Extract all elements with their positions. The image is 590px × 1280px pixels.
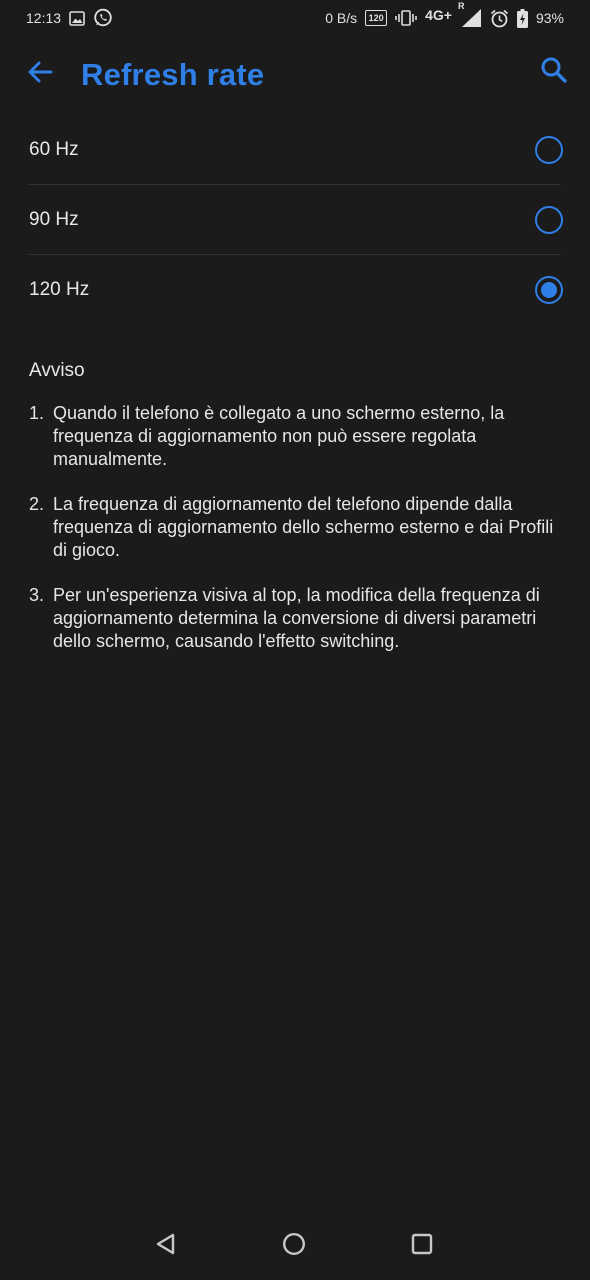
- refresh-rate-icon: [365, 10, 387, 26]
- battery-percent: 93%: [535, 10, 564, 26]
- nav-back-button[interactable]: [146, 1226, 186, 1266]
- status-bar-left: [26, 8, 113, 28]
- radio-button[interactable]: [535, 206, 563, 234]
- navigation-bar: [0, 1208, 590, 1280]
- nav-recents-button[interactable]: [402, 1226, 442, 1266]
- notice-item-text: La frequenza di aggiornamento del telefono dipende dalla frequenza di aggiornamento dello schermo esterno e dai Profili di gioco.: [53, 494, 554, 560]
- refresh-rate-badge: 120: [368, 12, 384, 23]
- back-triangle-icon: [155, 1233, 177, 1260]
- arrow-back-icon: [27, 60, 53, 89]
- radio-button[interactable]: [535, 136, 563, 164]
- recents-square-icon: [411, 1233, 433, 1260]
- option-90hz[interactable]: [29, 184, 561, 254]
- search-icon: [540, 56, 568, 89]
- notice-section: [29, 360, 564, 675]
- radio-selected-dot: [541, 282, 557, 298]
- notice-item-number: 3.: [29, 585, 45, 605]
- notice-item-number: 1.: [29, 403, 45, 423]
- radio-button-selected[interactable]: [535, 276, 563, 304]
- gallery-icon: [69, 11, 85, 26]
- network-speed: 0 B/s: [325, 10, 358, 26]
- status-bar: [0, 0, 590, 36]
- option-label: 90 Hz: [29, 208, 79, 230]
- notice-item: [29, 493, 564, 562]
- vibrate-icon: [395, 10, 417, 26]
- network-type: 4G+: [425, 7, 452, 23]
- nav-home-button[interactable]: [274, 1226, 314, 1266]
- notice-item: [29, 402, 564, 471]
- notice-item-number: 2.: [29, 494, 45, 514]
- status-bar-right: [325, 1, 564, 28]
- option-label: 60 Hz: [29, 138, 79, 160]
- search-button[interactable]: [536, 54, 572, 90]
- option-60hz[interactable]: [29, 115, 561, 184]
- app-bar: [0, 44, 590, 108]
- notice-item: [29, 584, 564, 653]
- page-title: Refresh rate: [81, 57, 265, 92]
- back-button[interactable]: [22, 56, 58, 92]
- signal-icon: [457, 1, 482, 28]
- notice-list: [29, 402, 564, 653]
- notice-item-text: Per un'esperienza visiva al top, la modifica della frequenza di aggiornamento determina la conversione di diversi parametri dello schermo, causando l'effetto switching.: [53, 585, 540, 651]
- option-label: 120 Hz: [29, 278, 90, 300]
- home-circle-icon: [282, 1232, 306, 1261]
- notice-title: Avviso: [29, 360, 85, 381]
- status-time: 12:13: [26, 10, 62, 26]
- option-120hz[interactable]: [29, 254, 561, 324]
- whatsapp-icon: [93, 8, 113, 28]
- alarm-icon: [490, 9, 509, 28]
- refresh-rate-options: [0, 115, 590, 324]
- battery-charging-icon: [517, 9, 528, 28]
- roaming-indicator: R: [457, 1, 465, 11]
- notice-item-text: Quando il telefono è collegato a uno schermo esterno, la frequenza di aggiornamento non può essere regolata manualmente.: [53, 403, 505, 469]
